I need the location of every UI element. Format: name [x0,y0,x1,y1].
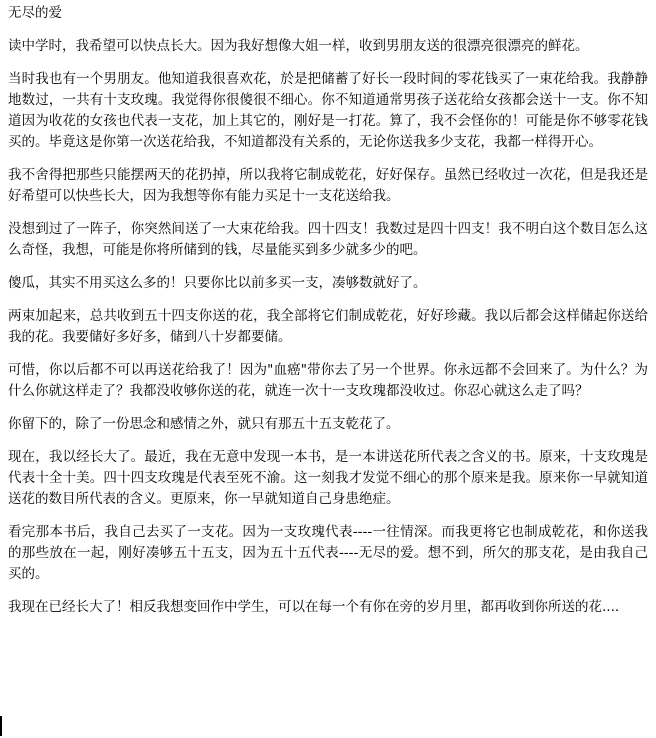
paragraph-1: 读中学时，我希望可以快点长大。因为我好想像大姐一样，收到男朋友送的很漂亮很漂亮的鲜花。 [8,38,589,54]
paragraph-3: 我不舍得把那些只能摆两天的花扔掉，所以我将它制成乾花，好好保存。虽然已经收过一次花，但是我还是好希望可以快些长大，因为我想等你有能力买足十一支花送给我。 [8,167,648,204]
paragraph-4: 没想到过了一阵子，你突然间送了一大束花给我。四十四支！我数过是四十四支！我不明白这个数目怎么这么奇怪，我想，可能是你将所储到的钱，尽量能买到多少就多少的吧。 [8,221,648,258]
paragraph-10: 看完那本书后，我自己去买了一支花。因为一支玫瑰代表----一往情深。而我更将它也制成乾花，和你送我的那些放在一起，刚好凑够五十五支，因为五十五代表----无尽的爱。想不到，所欠的那支花，是由我自己买的。 [8,524,648,582]
document-body [8,2,648,630]
paragraph-11: 我现在已经长大了！相反我想变回作中学生，可以在每一个有你在旁的岁月里，都再收到你所送的花.... [8,599,620,615]
paragraph-9: 现在，我以经长大了。最近，我在无意中发现一本书，是一本讲送花所代表之含义的书。原来，十支玫瑰是代表十全十美。四十四支玫瑰是代表至死不渝。这一刻我才发觉不细心的那个原来是我。原来你一早就知道送花的数目所代表的含义。更原来，你一早就知道自己身患绝症。 [8,449,648,507]
paragraph-6: 两束加起来，总共收到五十四支你送的花，我全部将它们制成乾花，好好珍藏。我以后都会这样储起你送给我的花。我要储好多好多，储到八十岁都要储。 [8,308,648,345]
paragraph-7: 可惜，你以后都不可以再送花给我了！因为"血癌"带你去了另一个世界。你永远都不会回来了。为什么？为什么你就这样走了？我都没收够你送的花，就连一次十一支玫瑰都没收过。你忍心就这么走了吗？ [8,362,648,399]
document-title: 无尽的爱 [8,5,62,21]
paragraph-8: 你留下的，除了一份思念和感情之外，就只有那五十五支乾花了。 [8,416,400,432]
paragraph-5: 傻瓜，其实不用买这么多的！只要你比以前多买一支，凑够数就好了。 [8,275,427,291]
paragraph-2: 当时我也有一个男朋友。他知道我很喜欢花，於是把储蓄了好长一段时间的零花钱买了一束花给我。我静静地数过，一共有十支玫瑰。我觉得你很傻很不细心。你不知道通常男孩子送花给女孩都会送十一支。你不知道因为收花的女孩也代表一支花，加上其它的，刚好是一打花。算了，我不会怪你的！可能是你不够零花钱买的。毕竟这是你第一次送花给我，不知道都没有关系的，无论你送我多少支花，我都一样得开心。 [8,71,648,150]
text-cursor[interactable] [0,716,2,736]
